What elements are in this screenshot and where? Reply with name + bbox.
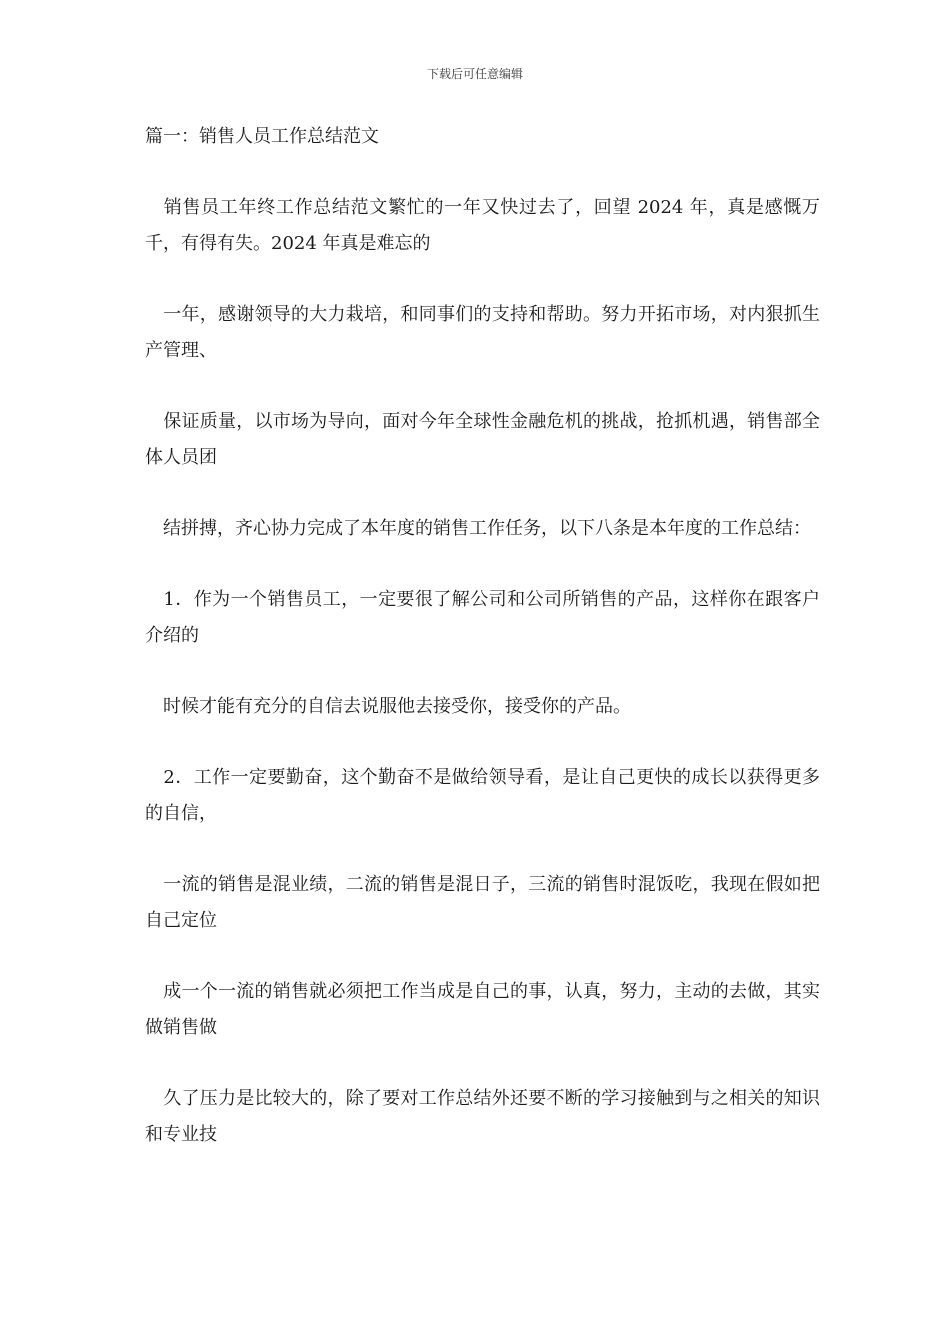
paragraph: 一流的销售是混业绩，二流的销售是混日子，三流的销售时混饭吃，我现在假如把自己定位 — [145, 874, 820, 931]
document-body — [145, 122, 820, 1188]
paragraph: 一年，感谢领导的大力栽培，和同事们的支持和帮助。努力开拓市场，对内狠抓生产管理、 — [145, 304, 820, 361]
paragraph: 1．作为一个销售员工，一定要很了解公司和公司所销售的产品，这样你在跟客户介绍的 — [145, 589, 820, 646]
paragraph: 结拼搏，齐心协力完成了本年度的销售工作任务，以下八条是本年度的工作总结： — [145, 518, 811, 539]
paragraph: 成一个一流的销售就必须把工作当成是自己的事，认真，努力，主动的去做，其实做销售做 — [145, 981, 820, 1038]
document-title: 篇一：销售人员工作总结范文 — [145, 126, 379, 147]
paragraph: 时候才能有充分的自信去说服他去接受你，接受你的产品。 — [145, 696, 631, 717]
paragraph: 2．工作一定要勤奋，这个勤奋不是做给领导看，是让自己更快的成长以获得更多的自信， — [145, 767, 820, 824]
paragraph: 保证质量，以市场为导向，面对今年全球性金融危机的挑战，抢抓机遇，销售部全体人员团 — [145, 411, 820, 468]
page-header: 下载后可任意编辑 — [426, 67, 523, 81]
paragraph: 销售员工年终工作总结范文繁忙的一年又快过去了，回望 2024 年，真是感慨万千，有得有失。2024 年真是难忘的 — [145, 197, 820, 254]
paragraph: 久了压力是比较大的，除了要对工作总结外还要不断的学习接触到与之相关的知识和专业技 — [145, 1088, 820, 1145]
